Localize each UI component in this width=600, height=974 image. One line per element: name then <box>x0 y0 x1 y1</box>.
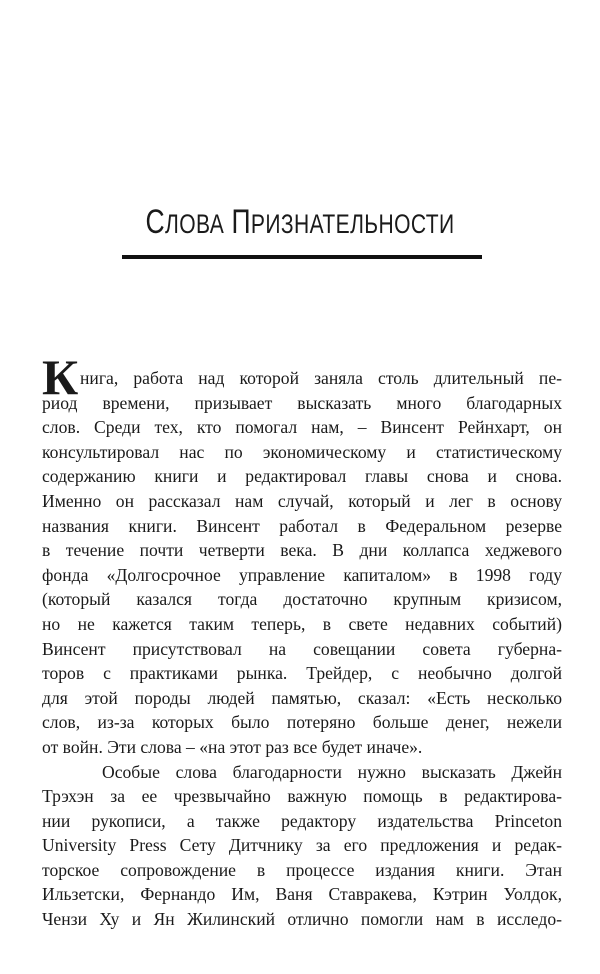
text-line: для этой породы людей памятью, сказал: «Есть несколько <box>42 687 562 708</box>
text-line: риод времени, призывает высказать много благодарных <box>42 392 562 413</box>
text-line: Трэхэн за ее чрезвычайно важную помощь в редактирова- <box>42 786 562 807</box>
text-line: слов. Среди тех, кто помогал нам, – Винсент Рейнхарт, он <box>42 417 562 438</box>
paragraph-2 <box>42 760 562 932</box>
text-line-content: нига, работа над которой заняла столь длительный пе- <box>80 368 562 388</box>
heading-word <box>231 204 454 240</box>
drop-cap: К <box>42 349 79 405</box>
text-line: торское сопровождение в процессе издания книги. Этан <box>42 859 562 880</box>
text-line: но не кажется таким теперь, в свете недавних событий) <box>42 613 562 634</box>
text-line: торов с практиками рынка. Трейдер, с необычно долгой <box>42 663 562 684</box>
text-line: Чензи Ху и Ян Жилинский отлично помогли нам в исследо- <box>42 909 562 930</box>
heading-capital: С <box>145 203 165 241</box>
text-line: Именно он рассказал нам случай, который и лег в основу <box>42 490 562 511</box>
text-line: от войн. Эти слова – «на этот раз все будет иначе». <box>42 736 423 757</box>
text-line: Ильзетски, Фернандо Им, Ваня Ставракева, Кэтрин Уолдок, <box>42 884 562 905</box>
heading-capital: П <box>231 203 251 241</box>
text-line: названия книги. Винсент работал в Федеральном резерве <box>42 515 562 536</box>
text-line: Особые слова благодарности нужно высказать Джейн <box>102 761 562 782</box>
text-line: слов, из-за которых было потеряно больше денег, нежели <box>42 712 562 733</box>
text-line: содержанию книги и редактировал главы снова и снова. <box>42 466 562 487</box>
text-line: Винсент присутствовал на совещании совета губерна- <box>42 638 562 659</box>
text-line: нии рукописи, а также редактору издательства Princeton <box>42 810 562 831</box>
text-line: консультировал нас по экономическому и статистическому <box>42 441 562 462</box>
heading-rest: РИЗНАТЕЛЬНОСТИ <box>250 209 455 239</box>
heading-rest: ЛОВА <box>164 209 225 239</box>
heading-word <box>145 204 224 240</box>
heading-underline-rule <box>122 255 482 259</box>
text-line: в течение почти четверти века. В дни коллапса хеджевого <box>42 540 562 561</box>
text-line: фонда «Долгосрочное управление капиталом» в 1998 году <box>42 564 562 585</box>
body-text <box>42 349 562 932</box>
text-line: University Press Сету Дитчнику за его предложения и редак- <box>42 835 562 856</box>
paragraph-1 <box>42 349 562 760</box>
page-heading <box>66 203 534 242</box>
text-line: (который казался тогда достаточно крупным кризисом, <box>42 589 562 610</box>
